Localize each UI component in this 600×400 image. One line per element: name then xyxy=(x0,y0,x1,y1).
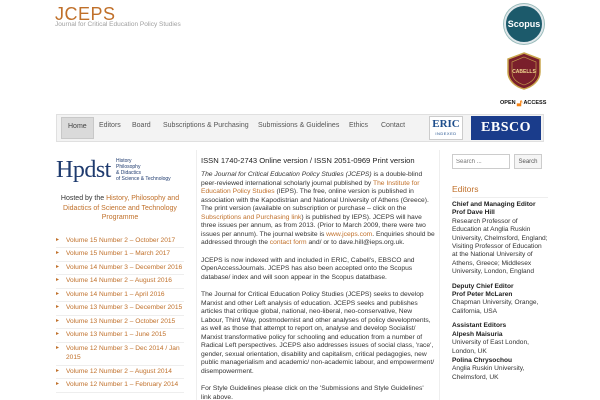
main-nav xyxy=(56,114,544,142)
site-title[interactable]: JCEPS xyxy=(55,4,116,24)
editor-entry xyxy=(452,283,548,317)
hpdst-word: Philosophy xyxy=(116,164,141,170)
editor-affiliation: Anglia Ruskin University, Chelmsford, UK xyxy=(452,365,525,381)
main-content xyxy=(196,150,440,400)
hpdst-logo[interactable] xyxy=(56,156,184,186)
intro-text: . Enquiries should be addressed through the xyxy=(201,230,435,246)
open-lock-icon: 🔓︎ xyxy=(516,97,523,108)
volume-link[interactable]: ▸ Volume 15 Number 1 – March 2017 xyxy=(56,248,184,262)
eric-logo[interactable] xyxy=(429,116,463,140)
ieps-link[interactable]: The Institute for Education Policy Studies xyxy=(201,179,420,195)
editor-name: Prof Dave Hill xyxy=(452,209,495,217)
eric-label: ERIC xyxy=(432,118,460,130)
ebsco-logo[interactable]: EBSCO xyxy=(471,116,541,140)
editor-entry xyxy=(452,357,548,382)
site-tagline: Journal for Critical Education Policy Studies xyxy=(55,21,181,28)
subscriptions-link[interactable]: Subscriptions and Purchasing link xyxy=(201,213,302,221)
editor-affiliation: Research Professor of Education at Anglia Ruskin University, Chelmsford, England; Visiting Professor of Education at the National University of Athens, Greece; Middlesex University, London, England xyxy=(452,217,548,276)
volume-link[interactable]: ▸ Volume 13 Number 3 – December 2015 xyxy=(56,302,184,316)
editor-role: Assistant Editors xyxy=(452,322,507,330)
intro-text: (IEPS). The free, online version is published in association with the Kapodistrian and National University of Athens (Greece). The print version (available on subscription or purchase – click on the xyxy=(201,188,429,212)
volume-link[interactable]: ▸ Volume 12 Number 2 – August 2014 xyxy=(56,366,184,380)
nav-submissions[interactable]: Submissions & Guidelines xyxy=(258,122,340,129)
cabells-label: CABELLS xyxy=(512,69,536,75)
volume-link[interactable]: ▸ Volume 14 Number 3 – December 2016 xyxy=(56,262,184,276)
volume-list xyxy=(56,235,184,393)
website-link[interactable]: www.jceps.com xyxy=(326,230,373,238)
editor-affiliation: Chapman University, Orange, California, USA xyxy=(452,299,539,315)
hpdst-word: History xyxy=(116,158,132,164)
volume-link[interactable]: ▸ Volume 13 Number 1 – June 2015 xyxy=(56,329,184,343)
hpdst-word: of Science & Technology xyxy=(116,176,171,182)
scopus-badge[interactable] xyxy=(504,4,544,44)
issn-heading: ISSN 1740-2743 Online version / ISSN 2051-0969 Print version xyxy=(201,156,415,165)
intro-paragraph xyxy=(201,171,435,248)
cabells-shield-icon[interactable] xyxy=(506,52,542,90)
editor-name: Alpesh Maisuria xyxy=(452,330,503,338)
nav-editors[interactable]: Editors xyxy=(99,122,121,129)
volume-link[interactable]: ▸ Volume 12 Number 3 – Dec 2014 / Jan 2015 xyxy=(56,343,184,366)
volume-link[interactable]: ▸ Volume 12 Number 1 – February 2014 xyxy=(56,379,184,393)
journal-name: The Journal for Critical Education Policy Studies (JCEPS) xyxy=(201,171,372,178)
intro-text: ) is published by IEPS). JCEPS will have three issues per annum, as from 2013. (Prior to March 2009, there were two issues per annum). The journal website is xyxy=(201,213,426,238)
open-access-badge[interactable] xyxy=(500,96,552,110)
hpdst-mark: Hpdst xyxy=(56,157,111,183)
editor-name: Prof Peter McLaren xyxy=(452,291,513,299)
editor-role: Deputy Chief Editor xyxy=(452,282,514,290)
volume-link[interactable]: ▸ Volume 14 Number 1 – April 2016 xyxy=(56,289,184,303)
open-access-prefix: OPEN xyxy=(500,100,516,106)
search-button[interactable]: Search xyxy=(514,154,542,169)
eric-indexed-label: INDEXED xyxy=(435,131,457,136)
nav-home[interactable]: Home xyxy=(61,117,94,139)
nav-contact[interactable]: Contact xyxy=(381,122,406,129)
editor-name: Polina Chrysochou xyxy=(452,356,513,364)
nav-ethics[interactable]: Ethics xyxy=(349,122,369,129)
open-access-suffix: ACCESS xyxy=(523,100,547,106)
intro-text: and/ or to dave.hill@ieps.org.uk. xyxy=(306,239,405,246)
volume-link[interactable]: ▸ Volume 15 Number 2 – October 2017 xyxy=(56,235,184,249)
hosted-by-text xyxy=(56,194,184,223)
editor-entry xyxy=(452,201,548,277)
hpdst-word: & Didactics xyxy=(116,170,142,176)
scopus-label: Scopus xyxy=(507,19,541,29)
hpdst-words xyxy=(116,158,171,182)
left-sidebar xyxy=(56,156,184,393)
hosted-prefix: Hosted by the xyxy=(60,195,105,202)
editor-affiliation: University of East London, London, UK xyxy=(452,339,529,355)
editors-heading: Editors xyxy=(452,184,548,198)
editor-entry xyxy=(452,322,548,356)
nav-board[interactable]: Board xyxy=(132,122,151,129)
contact-form-link[interactable]: contact form xyxy=(269,239,307,246)
right-sidebar xyxy=(452,154,548,382)
editor-role: Chief and Managing Editor xyxy=(452,201,536,208)
volume-link[interactable]: ▸ Volume 13 Number 2 – October 2015 xyxy=(56,316,184,330)
style-guidelines-paragraph: For Style Guidelines please click on the 'Submissions and Style Guidelines' link above. xyxy=(201,385,424,400)
nav-subscriptions[interactable]: Subscriptions & Purchasing xyxy=(163,122,249,129)
search-form xyxy=(452,154,548,170)
intro-text: is a double-blind peer-reviewed international scholarly journal published by xyxy=(201,171,423,187)
aims-paragraph: The Journal for Critical Education Policy Studies (JCEPS) seeks to develop Marxist and other Left analysis of education. JCEPS seeks and publishes articles that critique global, national, neo-liberal, neo-conservative, New Labour, Third Way, postmodernist and other analyses of policy developments, as well as those that attempt to report on, analyse and develop Socialist/ Marxist transformative policy for schooling and education from a number of Radical Left perspectives. JCEPS also addresses issues of social class, 'race', gender, sexual orientation, disability and capitalism, critical pedagogies, new public managerialism and academic/ non-academic labour, and empowerment/ disempowerment. xyxy=(201,291,435,375)
search-input[interactable] xyxy=(452,154,510,169)
indexing-paragraph: JCEPS is now indexed with and included in ERIC, Cabell's, EBSCO and OpenAccessJournals. JCEPS has also been accepted onto the Scopus database/ index and will soon appear in the Scopus datatbase. xyxy=(201,256,415,281)
hpdst-programme-link[interactable]: History, Philosophy and Didactics of Science and Technology Programme xyxy=(63,195,180,221)
volume-link[interactable]: ▸ Volume 14 Number 2 – August 2016 xyxy=(56,275,184,289)
